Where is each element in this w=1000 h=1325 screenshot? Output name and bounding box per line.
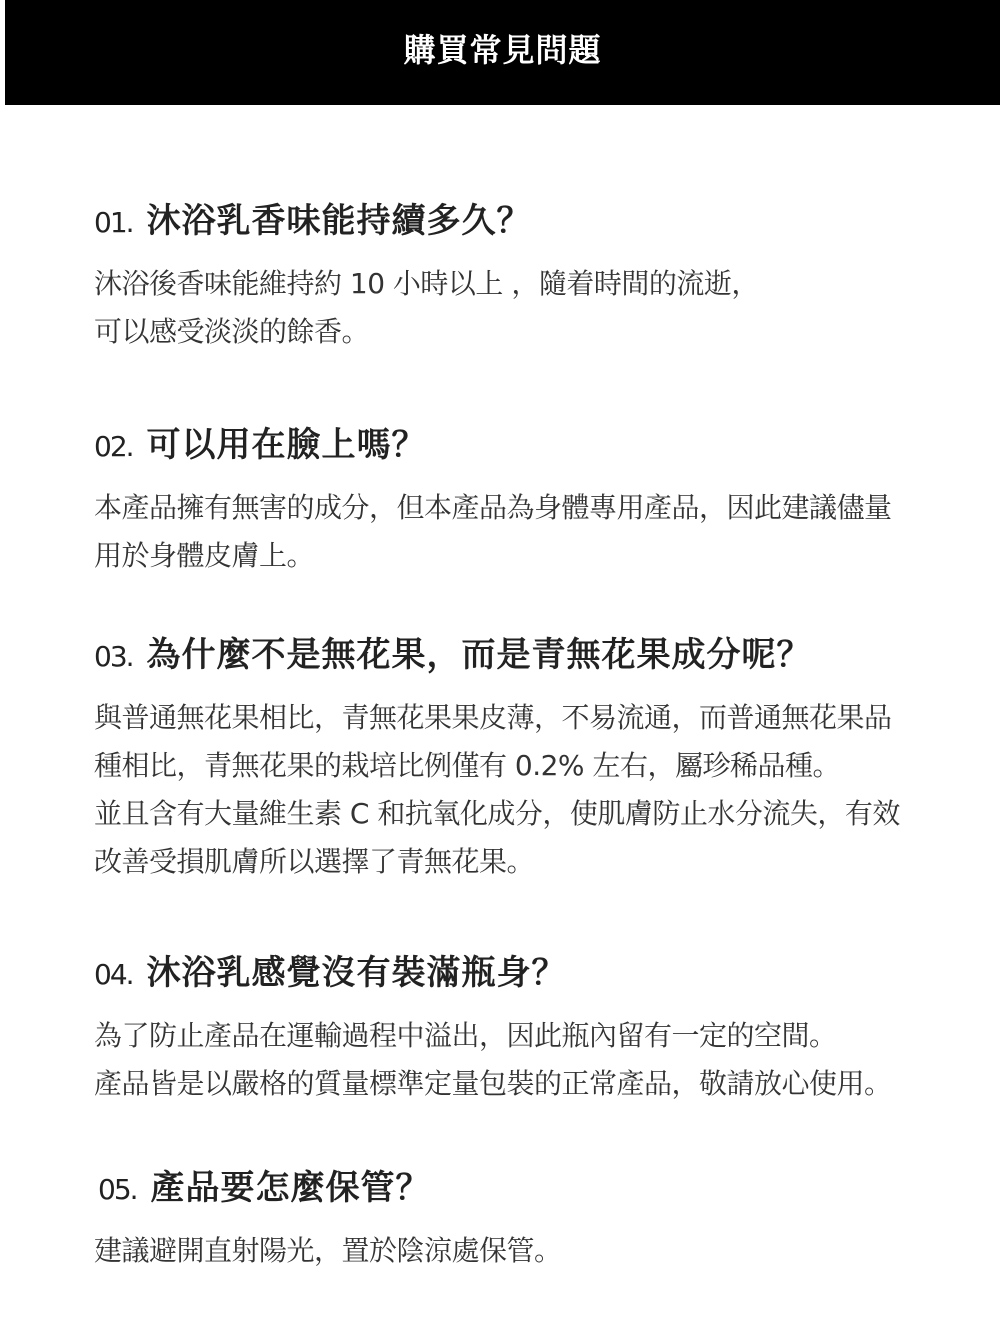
faq-answer-line: 產品皆是以嚴格的質量標準定量包裝的正常產品，敬請放心使用。 (94, 1067, 892, 1100)
faq-question: 可以用在臉上嗎？ (146, 425, 427, 465)
faq-answer-line: 改善受損肌膚所以選擇了青無花果。 (94, 845, 535, 878)
faq-number: 01. (94, 206, 133, 239)
faq-answer (94, 1012, 944, 1108)
faq-item-1 (94, 193, 944, 356)
faq-answer-line: 與普通無花果相比，青無花果果皮薄，不易流通，而普通無花果品 (94, 701, 892, 734)
faq-answer-line: 本產品擁有無害的成分，但本產品為身體專用產品，因此建議儘量 (94, 491, 892, 524)
faq-answer-line: 可以感受淡淡的餘香。 (94, 315, 370, 348)
faq-answer (94, 1227, 948, 1275)
faq-question-row (94, 417, 944, 466)
faq-answer-line: 並且含有大量維生素 C 和抗氧化成分，使肌膚防止水分流失，有效 (94, 797, 900, 830)
faq-question-row (94, 945, 944, 994)
faq-answer-line: 種相比，青無花果的栽培比例僅有 0.2% 左右，屬珍稀品種。 (94, 749, 840, 782)
faq-answer-line: 為了防止產品在運輸過程中溢出，因此瓶內留有一定的空間。 (94, 1019, 837, 1052)
faq-item-2 (94, 417, 944, 580)
faq-answer (94, 694, 944, 886)
faq-number: 03. (94, 640, 133, 673)
faq-answer-line: 用於身體皮膚上。 (94, 539, 315, 572)
faq-item-5 (94, 1160, 948, 1275)
faq-number: 02. (94, 430, 133, 463)
faq-question-row (98, 1160, 948, 1209)
faq-question: 產品要怎麼保管？ (150, 1168, 431, 1208)
faq-answer (94, 484, 944, 580)
faq-question: 沐浴乳感覺沒有裝滿瓶身？ (146, 953, 567, 993)
faq-answer-line: 沐浴後香味能維持約 10 小時以上 ，隨着時間的流逝， (94, 267, 759, 300)
header-bar (5, 0, 1000, 105)
faq-item-4 (94, 945, 944, 1108)
faq-question: 為什麼不是無花果，而是青無花果成分呢？ (146, 635, 812, 675)
faq-question-row (94, 193, 944, 242)
faq-answer (94, 260, 944, 356)
faq-number: 05. (98, 1173, 137, 1206)
faq-number: 04. (94, 958, 133, 991)
faq-question: 沐浴乳香味能持續多久？ (146, 201, 532, 241)
faq-question-row (94, 627, 944, 676)
faq-answer-line: 建議避開直射陽光，置於陰涼處保管。 (94, 1234, 562, 1267)
page-title: 購買常見問題 (403, 30, 602, 69)
faq-item-3 (94, 627, 944, 886)
